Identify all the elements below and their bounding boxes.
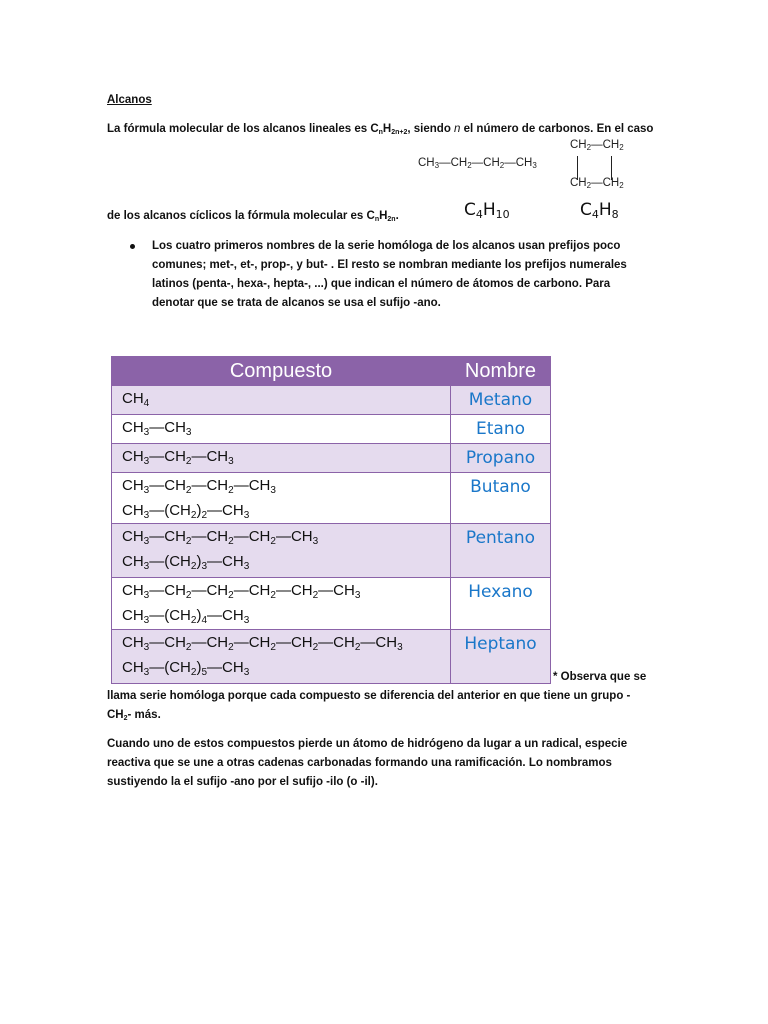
compound-name-cell: Propano bbox=[451, 444, 551, 473]
condensed-formula: $CH_3—CH_2—CH_2—CH_3$ bbox=[122, 477, 276, 496]
compound-formula-cell bbox=[112, 524, 451, 578]
compound-name-cell: Heptano bbox=[451, 630, 551, 684]
abbreviated-formula: $CH_3—(CH_2)_2—CH_3$ bbox=[122, 502, 250, 521]
table-row bbox=[112, 415, 551, 444]
table-row bbox=[112, 473, 551, 524]
compound-formula-cell bbox=[112, 444, 451, 473]
bullet-text: Los cuatro primeros nombres de la serie homóloga de los alcanos usan prefijos poco comunes; met-, et-, prop-, y but- . El resto se nombran mediante los prefijos numerales latinos (penta-, hexa-, hepta-, ...) que indican el número de átomos de carbono. Para denotar que se trata de alcanos se usa el sufijo -ano. bbox=[152, 240, 627, 309]
condensed-formula: $CH_3—CH_2—CH_2—CH_2—CH_2—CH_3$ bbox=[122, 582, 361, 601]
condensed-formula: $CH_4$ bbox=[122, 390, 150, 409]
header-compuesto: Compuesto bbox=[112, 357, 451, 386]
compound-formula-cell bbox=[112, 415, 451, 444]
condensed-formula: $CH_3—CH_2—CH_2—CH_2—CH_2—CH_2—CH_3$ bbox=[122, 634, 403, 653]
paragraph-radical: Cuando uno de estos compuestos pierde un átomo de hidrógeno da lugar a un radical, especie reactiva que se une a otras cadenas carbonadas formando una ramificación. Lo nombramos sustiyendo la el sufijo -ano por el sufijo -ilo (o -il). bbox=[107, 738, 628, 788]
note-line-3: $CH_2-$ más. bbox=[107, 709, 161, 722]
table-row bbox=[112, 578, 551, 630]
table-row bbox=[112, 444, 551, 473]
butane-linear-formula: $CH_3—CH_2—CH_2—CH_3$ bbox=[418, 157, 537, 170]
section-title: Alcanos bbox=[107, 94, 152, 106]
note-start: * Observa que se bbox=[553, 671, 647, 683]
header-nombre: Nombre bbox=[451, 357, 551, 386]
compound-formula-cell bbox=[112, 473, 451, 524]
abbreviated-formula: $CH_3—(CH_2)_3—CH_3$ bbox=[122, 553, 250, 572]
compound-name-cell: Hexano bbox=[451, 578, 551, 630]
cyclobutane-top-bond: $CH_2—CH_2$ bbox=[570, 139, 624, 152]
cyclobutane-bottom-bond: $CH_2—CH_2$ bbox=[570, 177, 624, 190]
abbreviated-formula: $CH_3—(CH_2)_5—CH_3$ bbox=[122, 659, 250, 678]
label-c4h10: $C_4H_{10}$ bbox=[464, 200, 510, 221]
condensed-formula: $CH_3—CH_3$ bbox=[122, 419, 192, 438]
note-line-2: llama serie homóloga porque cada compuesto se diferencia del anterior en que tiene un grupo - bbox=[107, 690, 631, 702]
compound-formula-cell bbox=[112, 386, 451, 415]
compound-name-cell: Metano bbox=[451, 386, 551, 415]
compound-name-cell: Pentano bbox=[451, 524, 551, 578]
table-body bbox=[112, 386, 551, 684]
condensed-formula: $CH_3—CH_2—CH_3$ bbox=[122, 448, 234, 467]
table-row bbox=[112, 386, 551, 415]
compound-name-cell: Butano bbox=[451, 473, 551, 524]
compound-formula-cell bbox=[112, 578, 451, 630]
paragraph-linear-formula: La fórmula molecular de los alcanos lineales es $C_nH_{2n+2}$, siendo n el número de carbonos. En el caso bbox=[107, 123, 654, 136]
abbreviated-formula: $CH_3—(CH_2)_4—CH_3$ bbox=[122, 607, 250, 626]
table-row bbox=[112, 524, 551, 578]
table-row bbox=[112, 630, 551, 684]
compound-name-cell: Etano bbox=[451, 415, 551, 444]
label-c4h8: $C_4H_8$ bbox=[580, 200, 619, 221]
condensed-formula: $CH_3—CH_2—CH_2—CH_2—CH_3$ bbox=[122, 528, 319, 547]
paragraph-cyclic-formula: de los alcanos cíclicos la fórmula molecular es $C_nH_{2n}$. bbox=[107, 210, 399, 223]
bullet-marker bbox=[130, 244, 135, 249]
alkanes-table bbox=[111, 356, 551, 684]
compound-formula-cell bbox=[112, 630, 451, 684]
